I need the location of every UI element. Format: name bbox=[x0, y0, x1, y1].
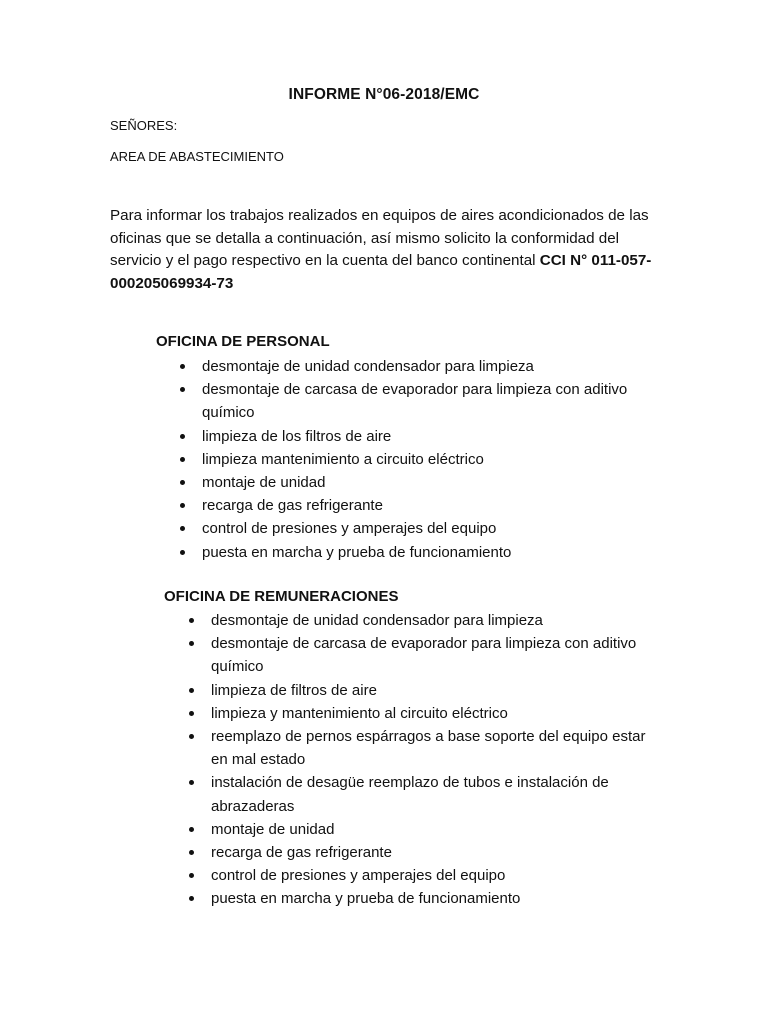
list-item-text: control de presiones y amperajes del equipo bbox=[202, 520, 497, 538]
list-item-text: limpieza y mantenimiento al circuito eléctrico bbox=[211, 704, 508, 722]
bullet-icon bbox=[180, 457, 185, 462]
bullet-icon bbox=[180, 434, 185, 439]
list-item-text: desmontaje de unidad condensador para limpieza bbox=[202, 358, 534, 375]
list-item-text: reemplazo de pernos espárragos a base soporte del equipo estar en mal estado bbox=[211, 728, 646, 769]
list-item-text: desmontaje de carcasa de evaporador para limpieza con aditivo químico bbox=[202, 381, 628, 422]
list-item-text: instalación de desagüe reemplazo de tubos e instalación de abrazaderas bbox=[211, 774, 609, 815]
list-item bbox=[189, 864, 659, 887]
bullet-icon bbox=[189, 850, 194, 855]
account-reference: CCI N° 011-057-000205069934-73 bbox=[110, 252, 652, 292]
list-item bbox=[180, 355, 650, 378]
list-item-text: puesta en marcha y prueba de funcionamiento bbox=[211, 890, 521, 908]
bullet-icon bbox=[180, 387, 185, 392]
list-item bbox=[189, 771, 659, 817]
list-item-text: limpieza de filtros de aire bbox=[211, 681, 377, 699]
bullet-icon bbox=[189, 618, 194, 623]
list-item-text: montaje de unidad bbox=[211, 820, 335, 838]
bullet-icon bbox=[189, 780, 194, 785]
list-item bbox=[189, 702, 659, 725]
list-item-text: limpieza de los filtros de aire bbox=[202, 427, 392, 445]
document-title: INFORME N°06-2018/EMC bbox=[288, 86, 480, 103]
list-item bbox=[180, 494, 650, 517]
list-item bbox=[180, 517, 650, 540]
list-item bbox=[189, 725, 659, 771]
bullet-icon bbox=[180, 526, 185, 531]
list-item-text: desmontaje de unidad condensador para limpieza bbox=[211, 612, 543, 629]
bullet-icon bbox=[180, 503, 185, 508]
bullet-icon bbox=[189, 641, 194, 646]
list-item bbox=[180, 425, 650, 448]
list-item bbox=[180, 541, 650, 564]
list-item bbox=[189, 887, 659, 910]
recipient: AREA DE ABASTECIMIENTO bbox=[110, 149, 284, 164]
intro-text: Para informar los trabajos realizados en equipos de aires acondicionados de las oficinas que se detalla a continuación, así mismo solicito la conformidad del servicio y el pago respectivo en la cuenta del banco continental bbox=[110, 207, 649, 269]
list-item bbox=[189, 841, 659, 864]
list-item bbox=[180, 471, 650, 494]
list-item-text: desmontaje de carcasa de evaporador para limpieza con aditivo químico bbox=[211, 635, 637, 676]
list-item bbox=[189, 609, 659, 632]
bullet-icon bbox=[189, 711, 194, 716]
bullet-icon bbox=[189, 734, 194, 739]
bullet-icon bbox=[180, 550, 185, 555]
list-item-text: recarga de gas refrigerante bbox=[202, 497, 383, 515]
salutation: SEÑORES: bbox=[110, 118, 178, 133]
list-item bbox=[189, 818, 659, 841]
bullet-icon bbox=[189, 827, 194, 832]
bullet-icon bbox=[180, 480, 185, 485]
list-item-text: recarga de gas refrigerante bbox=[211, 844, 392, 862]
list-item-text: puesta en marcha y prueba de funcionamiento bbox=[202, 543, 512, 561]
task-list-remuneraciones bbox=[189, 609, 659, 911]
bullet-icon bbox=[189, 873, 194, 878]
list-item bbox=[189, 679, 659, 702]
list-item bbox=[180, 448, 650, 471]
list-item bbox=[189, 632, 659, 678]
list-item-text: montaje de unidad bbox=[202, 474, 326, 492]
bullet-icon bbox=[189, 896, 194, 901]
bullet-icon bbox=[189, 688, 194, 693]
list-item-text: control de presiones y amperajes del equipo bbox=[211, 867, 506, 885]
task-list-personal bbox=[180, 355, 650, 564]
list-item bbox=[180, 378, 650, 424]
section-heading-remuneraciones: OFICINA DE REMUNERACIONES bbox=[164, 588, 399, 605]
intro-paragraph bbox=[110, 205, 670, 295]
bullet-icon bbox=[180, 364, 185, 369]
section-heading-personal: OFICINA DE PERSONAL bbox=[156, 333, 330, 350]
list-item-text: limpieza mantenimiento a circuito eléctrico bbox=[202, 450, 484, 468]
